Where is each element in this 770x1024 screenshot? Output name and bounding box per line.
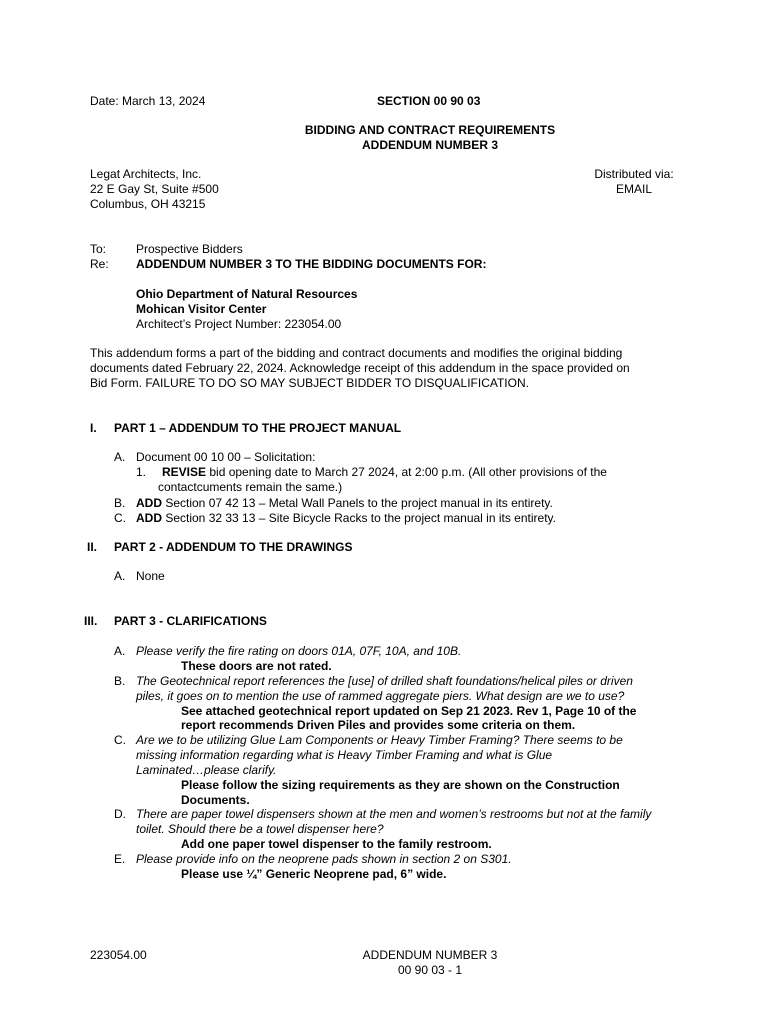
part1-c-letter: C. (114, 511, 126, 525)
project-name: Mohican Visitor Center (136, 302, 267, 316)
document-title: BIDDING AND CONTRACT REQUIREMENTS (304, 123, 556, 137)
part3-c-question-line-2: missing information regarding what is Heavy Timber Framing and what is Glue (136, 748, 553, 762)
part3-a-question: Please verify the fire rating on doors 01A, 07F, 10A, and 10B. (136, 644, 462, 658)
project-owner: Ohio Department of Natural Resources (136, 287, 358, 301)
part3-e-question: Please provide info on the neoprene pads shown in section 2 on S301. (136, 852, 512, 866)
distribution-label: Distributed via: (594, 167, 674, 181)
to-value: Prospective Bidders (136, 242, 243, 256)
part1-a1-text-continued: contactcuments remain the same.) (158, 480, 343, 494)
section-number: SECTION 00 90 03 (377, 94, 481, 108)
part3-b-answer-line-2: report recommends Driven Piles and provides some criteria on them. (181, 718, 576, 732)
part3-d-question-line-2: toilet. Should there be a towel dispenser here? (136, 822, 384, 836)
part2-a-letter: A. (114, 569, 126, 583)
part2-number: II. (87, 540, 98, 554)
document-date: Date: March 13, 2024 (90, 94, 206, 108)
part3-b-letter: B. (114, 674, 126, 688)
intro-line-2: documents dated February 22, 2024. Acknowledge receipt of this addendum in the space provided on (90, 361, 630, 375)
part2-a-text: None (136, 569, 165, 583)
part3-c-answer-line-1: Please follow the sizing requirements as they are shown on the Construction (181, 778, 620, 792)
part3-e-letter: E. (114, 852, 126, 866)
part3-d-letter: D. (114, 807, 126, 821)
part1-b-keyword: ADD (136, 496, 162, 510)
part3-title: PART 3 - CLARIFICATIONS (114, 614, 267, 628)
part1-a1-keyword: REVISE (162, 465, 207, 479)
part1-a1-number: 1. (136, 465, 147, 479)
part1-number: I. (90, 421, 97, 435)
part2-title: PART 2 - ADDENDUM TO THE DRAWINGS (114, 540, 353, 554)
part1-c-text (136, 511, 556, 526)
part3-d-answer: Add one paper towel dispenser to the family restroom. (181, 837, 492, 851)
part1-c-keyword: ADD (136, 511, 162, 525)
part1-b-text (136, 496, 553, 511)
sender-city: Columbus, OH 43215 (90, 197, 206, 211)
part1-a-letter: A. (114, 450, 126, 464)
re-value: ADDENDUM NUMBER 3 TO THE BIDDING DOCUMENTS FOR: (136, 257, 487, 271)
footer-project-number: 223054.00 (90, 948, 147, 962)
part1-a1-body: bid opening date to March 27 2024, at 2:00 p.m. (All other provisions of the (206, 465, 607, 479)
part3-c-answer-line-2: Documents. (181, 793, 250, 807)
part3-c-letter: C. (114, 733, 126, 747)
to-label: To: (90, 242, 107, 256)
sender-name: Legat Architects, Inc. (90, 167, 202, 181)
part3-c-question-line-3: Laminated…please clarify. (136, 763, 277, 777)
part3-b-question-line-2: piles, it goes on to mention the use of rammed aggregate piers. What design are we to use? (136, 689, 625, 703)
distribution-method: EMAIL (615, 182, 652, 196)
part1-c-body: Section 32 33 13 – Site Bicycle Racks to the project manual in its entirety. (162, 511, 556, 525)
part1-a-text: Document 00 10 00 – Solicitation: (136, 450, 316, 464)
intro-line-3: Bid Form. FAILURE TO DO SO MAY SUBJECT BIDDER TO DISQUALIFICATION. (90, 376, 529, 390)
part3-b-answer-line-1: See attached geotechnical report updated on Sep 21 2023. Rev 1, Page 10 of the (181, 704, 637, 718)
part1-title: PART 1 – ADDENDUM TO THE PROJECT MANUAL (114, 421, 402, 435)
part3-a-letter: A. (114, 644, 126, 658)
re-label: Re: (90, 257, 109, 271)
part3-a-answer: These doors are not rated. (181, 659, 332, 673)
part3-e-answer: Please use ¼” Generic Neoprene pad, 6” wide. (181, 867, 447, 881)
footer-page-number: 00 90 03 - 1 (397, 963, 463, 977)
part1-b-body: Section 07 42 13 – Metal Wall Panels to the project manual in its entirety. (162, 496, 553, 510)
intro-line-1: This addendum forms a part of the bidding and contract documents and modifies the original bidding (90, 346, 623, 360)
addendum-title: ADDENDUM NUMBER 3 (361, 138, 498, 152)
part3-number: III. (84, 614, 98, 628)
part1-b-letter: B. (114, 496, 126, 510)
project-number: Architect’s Project Number: 223054.00 (136, 317, 342, 331)
part3-b-question-line-1: The Geotechnical report references the [use] of drilled shaft foundations/helical piles or driven (136, 674, 633, 688)
part1-a1-text (162, 465, 607, 480)
footer-addendum: ADDENDUM NUMBER 3 (362, 948, 498, 962)
part3-c-question-line-1: Are we to be utilizing Glue Lam Components or Heavy Timber Framing? There seems to be (136, 733, 623, 747)
sender-address: 22 E Gay St, Suite #500 (90, 182, 219, 196)
part3-d-question-line-1: There are paper towel dispensers shown at the men and women’s restrooms but not at the family (136, 807, 652, 821)
